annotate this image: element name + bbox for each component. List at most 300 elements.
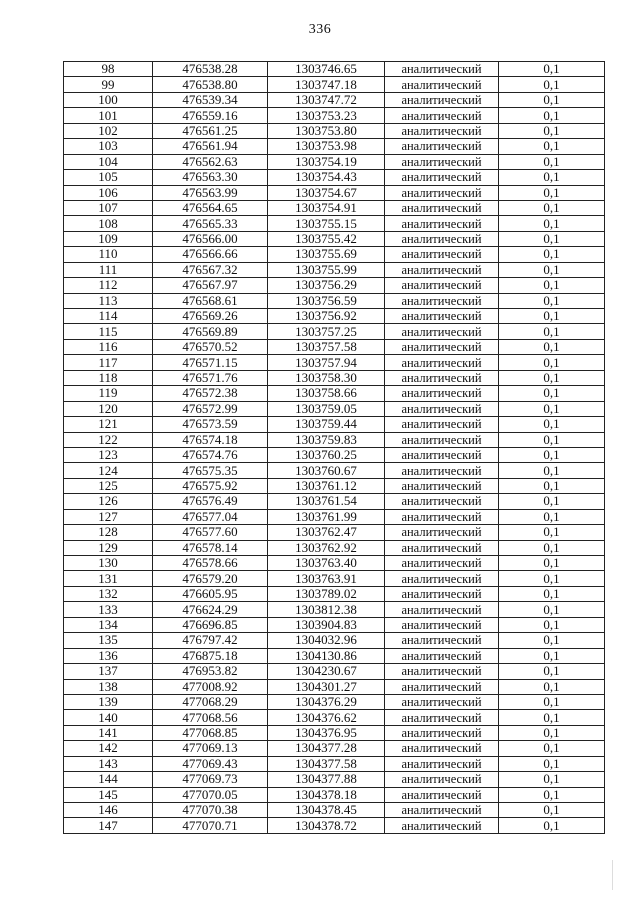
method-cell: аналитический bbox=[385, 648, 499, 663]
precision-cell: 0,1 bbox=[499, 262, 605, 277]
point-number-cell: 128 bbox=[64, 525, 153, 540]
method-cell: аналитический bbox=[385, 324, 499, 339]
point-number-cell: 147 bbox=[64, 818, 153, 833]
precision-cell: 0,1 bbox=[499, 509, 605, 524]
y-coordinate-cell: 1303758.30 bbox=[268, 370, 385, 385]
table-row bbox=[64, 447, 605, 462]
x-coordinate-cell: 477069.73 bbox=[153, 772, 268, 787]
method-cell: аналитический bbox=[385, 633, 499, 648]
x-coordinate-cell: 476569.89 bbox=[153, 324, 268, 339]
table-row bbox=[64, 417, 605, 432]
table-row bbox=[64, 818, 605, 833]
table-row bbox=[64, 62, 605, 77]
point-number-cell: 104 bbox=[64, 154, 153, 169]
table-row bbox=[64, 200, 605, 215]
precision-cell: 0,1 bbox=[499, 231, 605, 246]
precision-cell: 0,1 bbox=[499, 108, 605, 123]
table-row bbox=[64, 92, 605, 107]
table-row bbox=[64, 170, 605, 185]
x-coordinate-cell: 476574.76 bbox=[153, 447, 268, 462]
table-row bbox=[64, 324, 605, 339]
x-coordinate-cell: 476578.66 bbox=[153, 556, 268, 571]
x-coordinate-cell: 476624.29 bbox=[153, 602, 268, 617]
table-row bbox=[64, 185, 605, 200]
y-coordinate-cell: 1304377.28 bbox=[268, 741, 385, 756]
table-row bbox=[64, 478, 605, 493]
method-cell: аналитический bbox=[385, 818, 499, 833]
table-row bbox=[64, 123, 605, 138]
point-number-cell: 99 bbox=[64, 77, 153, 92]
precision-cell: 0,1 bbox=[499, 617, 605, 632]
y-coordinate-cell: 1303904.83 bbox=[268, 617, 385, 632]
table-row bbox=[64, 432, 605, 447]
point-number-cell: 102 bbox=[64, 123, 153, 138]
y-coordinate-cell: 1304376.29 bbox=[268, 694, 385, 709]
table-row bbox=[64, 787, 605, 802]
precision-cell: 0,1 bbox=[499, 679, 605, 694]
table-row bbox=[64, 741, 605, 756]
method-cell: аналитический bbox=[385, 293, 499, 308]
precision-cell: 0,1 bbox=[499, 309, 605, 324]
method-cell: аналитический bbox=[385, 247, 499, 262]
point-number-cell: 126 bbox=[64, 494, 153, 509]
point-number-cell: 117 bbox=[64, 355, 153, 370]
y-coordinate-cell: 1304230.67 bbox=[268, 664, 385, 679]
precision-cell: 0,1 bbox=[499, 62, 605, 77]
table-row bbox=[64, 293, 605, 308]
method-cell: аналитический bbox=[385, 262, 499, 277]
point-number-cell: 110 bbox=[64, 247, 153, 262]
precision-cell: 0,1 bbox=[499, 586, 605, 601]
table-row bbox=[64, 278, 605, 293]
method-cell: аналитический bbox=[385, 556, 499, 571]
table-row bbox=[64, 725, 605, 740]
page-number: 336 bbox=[308, 22, 332, 37]
point-number-cell: 138 bbox=[64, 679, 153, 694]
method-cell: аналитический bbox=[385, 355, 499, 370]
scan-edge-mark bbox=[612, 860, 613, 890]
x-coordinate-cell: 477069.43 bbox=[153, 756, 268, 771]
x-coordinate-cell: 476574.18 bbox=[153, 432, 268, 447]
x-coordinate-cell: 476566.00 bbox=[153, 231, 268, 246]
precision-cell: 0,1 bbox=[499, 756, 605, 771]
point-number-cell: 143 bbox=[64, 756, 153, 771]
method-cell: аналитический bbox=[385, 617, 499, 632]
precision-cell: 0,1 bbox=[499, 463, 605, 478]
method-cell: аналитический bbox=[385, 309, 499, 324]
point-number-cell: 125 bbox=[64, 478, 153, 493]
x-coordinate-cell: 476577.04 bbox=[153, 509, 268, 524]
y-coordinate-cell: 1303747.72 bbox=[268, 92, 385, 107]
point-number-cell: 134 bbox=[64, 617, 153, 632]
coordinates-table-body bbox=[64, 62, 605, 834]
method-cell: аналитический bbox=[385, 185, 499, 200]
y-coordinate-cell: 1303757.25 bbox=[268, 324, 385, 339]
x-coordinate-cell: 477068.56 bbox=[153, 710, 268, 725]
point-number-cell: 136 bbox=[64, 648, 153, 663]
x-coordinate-cell: 476573.59 bbox=[153, 417, 268, 432]
point-number-cell: 127 bbox=[64, 509, 153, 524]
precision-cell: 0,1 bbox=[499, 432, 605, 447]
x-coordinate-cell: 476572.38 bbox=[153, 386, 268, 401]
y-coordinate-cell: 1303759.44 bbox=[268, 417, 385, 432]
table-row bbox=[64, 509, 605, 524]
y-coordinate-cell: 1303756.59 bbox=[268, 293, 385, 308]
y-coordinate-cell: 1303762.47 bbox=[268, 525, 385, 540]
x-coordinate-cell: 476577.60 bbox=[153, 525, 268, 540]
method-cell: аналитический bbox=[385, 278, 499, 293]
y-coordinate-cell: 1303812.38 bbox=[268, 602, 385, 617]
point-number-cell: 118 bbox=[64, 370, 153, 385]
point-number-cell: 121 bbox=[64, 417, 153, 432]
point-number-cell: 112 bbox=[64, 278, 153, 293]
point-number-cell: 142 bbox=[64, 741, 153, 756]
point-number-cell: 103 bbox=[64, 139, 153, 154]
precision-cell: 0,1 bbox=[499, 694, 605, 709]
x-coordinate-cell: 476561.25 bbox=[153, 123, 268, 138]
point-number-cell: 135 bbox=[64, 633, 153, 648]
x-coordinate-cell: 476578.14 bbox=[153, 540, 268, 555]
y-coordinate-cell: 1304376.95 bbox=[268, 725, 385, 740]
x-coordinate-cell: 477070.05 bbox=[153, 787, 268, 802]
x-coordinate-cell: 477008.92 bbox=[153, 679, 268, 694]
precision-cell: 0,1 bbox=[499, 478, 605, 493]
precision-cell: 0,1 bbox=[499, 339, 605, 354]
precision-cell: 0,1 bbox=[499, 401, 605, 416]
table-row bbox=[64, 154, 605, 169]
method-cell: аналитический bbox=[385, 602, 499, 617]
method-cell: аналитический bbox=[385, 787, 499, 802]
method-cell: аналитический bbox=[385, 741, 499, 756]
point-number-cell: 120 bbox=[64, 401, 153, 416]
table-row bbox=[64, 401, 605, 416]
x-coordinate-cell: 476539.34 bbox=[153, 92, 268, 107]
table-row bbox=[64, 586, 605, 601]
precision-cell: 0,1 bbox=[499, 247, 605, 262]
x-coordinate-cell: 476561.94 bbox=[153, 139, 268, 154]
point-number-cell: 122 bbox=[64, 432, 153, 447]
method-cell: аналитический bbox=[385, 339, 499, 354]
table-row bbox=[64, 386, 605, 401]
x-coordinate-cell: 476563.30 bbox=[153, 170, 268, 185]
y-coordinate-cell: 1303757.94 bbox=[268, 355, 385, 370]
x-coordinate-cell: 476565.33 bbox=[153, 216, 268, 231]
y-coordinate-cell: 1303757.58 bbox=[268, 339, 385, 354]
precision-cell: 0,1 bbox=[499, 417, 605, 432]
y-coordinate-cell: 1303755.99 bbox=[268, 262, 385, 277]
method-cell: аналитический bbox=[385, 77, 499, 92]
coordinates-table bbox=[63, 61, 605, 834]
method-cell: аналитический bbox=[385, 401, 499, 416]
table-row bbox=[64, 803, 605, 818]
table-row bbox=[64, 540, 605, 555]
y-coordinate-cell: 1303760.25 bbox=[268, 447, 385, 462]
precision-cell: 0,1 bbox=[499, 787, 605, 802]
y-coordinate-cell: 1303746.65 bbox=[268, 62, 385, 77]
point-number-cell: 115 bbox=[64, 324, 153, 339]
method-cell: аналитический bbox=[385, 509, 499, 524]
table-row bbox=[64, 355, 605, 370]
precision-cell: 0,1 bbox=[499, 803, 605, 818]
x-coordinate-cell: 476572.99 bbox=[153, 401, 268, 416]
y-coordinate-cell: 1303754.67 bbox=[268, 185, 385, 200]
precision-cell: 0,1 bbox=[499, 741, 605, 756]
point-number-cell: 132 bbox=[64, 586, 153, 601]
x-coordinate-cell: 476605.95 bbox=[153, 586, 268, 601]
table-row bbox=[64, 633, 605, 648]
point-number-cell: 113 bbox=[64, 293, 153, 308]
x-coordinate-cell: 476567.32 bbox=[153, 262, 268, 277]
y-coordinate-cell: 1303789.02 bbox=[268, 586, 385, 601]
point-number-cell: 100 bbox=[64, 92, 153, 107]
method-cell: аналитический bbox=[385, 803, 499, 818]
table-row bbox=[64, 602, 605, 617]
point-number-cell: 124 bbox=[64, 463, 153, 478]
x-coordinate-cell: 476566.66 bbox=[153, 247, 268, 262]
point-number-cell: 123 bbox=[64, 447, 153, 462]
precision-cell: 0,1 bbox=[499, 139, 605, 154]
method-cell: аналитический bbox=[385, 432, 499, 447]
table-row bbox=[64, 77, 605, 92]
y-coordinate-cell: 1303747.18 bbox=[268, 77, 385, 92]
x-coordinate-cell: 476562.63 bbox=[153, 154, 268, 169]
y-coordinate-cell: 1304376.62 bbox=[268, 710, 385, 725]
table-row bbox=[64, 262, 605, 277]
method-cell: аналитический bbox=[385, 571, 499, 586]
x-coordinate-cell: 477068.85 bbox=[153, 725, 268, 740]
x-coordinate-cell: 476559.16 bbox=[153, 108, 268, 123]
y-coordinate-cell: 1303756.92 bbox=[268, 309, 385, 324]
point-number-cell: 101 bbox=[64, 108, 153, 123]
precision-cell: 0,1 bbox=[499, 170, 605, 185]
x-coordinate-cell: 476570.52 bbox=[153, 339, 268, 354]
table-row bbox=[64, 309, 605, 324]
y-coordinate-cell: 1303754.19 bbox=[268, 154, 385, 169]
table-row bbox=[64, 139, 605, 154]
point-number-cell: 105 bbox=[64, 170, 153, 185]
y-coordinate-cell: 1303753.80 bbox=[268, 123, 385, 138]
x-coordinate-cell: 476538.80 bbox=[153, 77, 268, 92]
method-cell: аналитический bbox=[385, 494, 499, 509]
method-cell: аналитический bbox=[385, 417, 499, 432]
table-row bbox=[64, 571, 605, 586]
x-coordinate-cell: 476568.61 bbox=[153, 293, 268, 308]
precision-cell: 0,1 bbox=[499, 725, 605, 740]
point-number-cell: 146 bbox=[64, 803, 153, 818]
method-cell: аналитический bbox=[385, 664, 499, 679]
y-coordinate-cell: 1303759.83 bbox=[268, 432, 385, 447]
precision-cell: 0,1 bbox=[499, 324, 605, 339]
y-coordinate-cell: 1303763.40 bbox=[268, 556, 385, 571]
table-row bbox=[64, 463, 605, 478]
x-coordinate-cell: 476567.97 bbox=[153, 278, 268, 293]
point-number-cell: 108 bbox=[64, 216, 153, 231]
table-row bbox=[64, 679, 605, 694]
precision-cell: 0,1 bbox=[499, 818, 605, 833]
method-cell: аналитический bbox=[385, 108, 499, 123]
y-coordinate-cell: 1303755.15 bbox=[268, 216, 385, 231]
precision-cell: 0,1 bbox=[499, 77, 605, 92]
x-coordinate-cell: 477068.29 bbox=[153, 694, 268, 709]
method-cell: аналитический bbox=[385, 170, 499, 185]
table-row bbox=[64, 494, 605, 509]
y-coordinate-cell: 1303755.42 bbox=[268, 231, 385, 246]
x-coordinate-cell: 476576.49 bbox=[153, 494, 268, 509]
y-coordinate-cell: 1303755.69 bbox=[268, 247, 385, 262]
precision-cell: 0,1 bbox=[499, 92, 605, 107]
method-cell: аналитический bbox=[385, 92, 499, 107]
table-row bbox=[64, 247, 605, 262]
point-number-cell: 130 bbox=[64, 556, 153, 571]
x-coordinate-cell: 476571.76 bbox=[153, 370, 268, 385]
x-coordinate-cell: 476571.15 bbox=[153, 355, 268, 370]
x-coordinate-cell: 476953.82 bbox=[153, 664, 268, 679]
precision-cell: 0,1 bbox=[499, 648, 605, 663]
method-cell: аналитический bbox=[385, 216, 499, 231]
y-coordinate-cell: 1304377.58 bbox=[268, 756, 385, 771]
x-coordinate-cell: 476569.26 bbox=[153, 309, 268, 324]
method-cell: аналитический bbox=[385, 586, 499, 601]
x-coordinate-cell: 476696.85 bbox=[153, 617, 268, 632]
precision-cell: 0,1 bbox=[499, 494, 605, 509]
table-row bbox=[64, 339, 605, 354]
x-coordinate-cell: 476564.65 bbox=[153, 200, 268, 215]
method-cell: аналитический bbox=[385, 478, 499, 493]
method-cell: аналитический bbox=[385, 463, 499, 478]
x-coordinate-cell: 476875.18 bbox=[153, 648, 268, 663]
point-number-cell: 111 bbox=[64, 262, 153, 277]
table-row bbox=[64, 525, 605, 540]
point-number-cell: 144 bbox=[64, 772, 153, 787]
precision-cell: 0,1 bbox=[499, 540, 605, 555]
precision-cell: 0,1 bbox=[499, 216, 605, 231]
y-coordinate-cell: 1303753.23 bbox=[268, 108, 385, 123]
point-number-cell: 140 bbox=[64, 710, 153, 725]
table-row bbox=[64, 216, 605, 231]
point-number-cell: 141 bbox=[64, 725, 153, 740]
point-number-cell: 107 bbox=[64, 200, 153, 215]
method-cell: аналитический bbox=[385, 231, 499, 246]
method-cell: аналитический bbox=[385, 725, 499, 740]
precision-cell: 0,1 bbox=[499, 525, 605, 540]
x-coordinate-cell: 477069.13 bbox=[153, 741, 268, 756]
y-coordinate-cell: 1304378.45 bbox=[268, 803, 385, 818]
precision-cell: 0,1 bbox=[499, 355, 605, 370]
y-coordinate-cell: 1304301.27 bbox=[268, 679, 385, 694]
method-cell: аналитический bbox=[385, 62, 499, 77]
x-coordinate-cell: 476538.28 bbox=[153, 62, 268, 77]
x-coordinate-cell: 476563.99 bbox=[153, 185, 268, 200]
method-cell: аналитический bbox=[385, 679, 499, 694]
y-coordinate-cell: 1304032.96 bbox=[268, 633, 385, 648]
point-number-cell: 139 bbox=[64, 694, 153, 709]
method-cell: аналитический bbox=[385, 123, 499, 138]
x-coordinate-cell: 476575.35 bbox=[153, 463, 268, 478]
point-number-cell: 133 bbox=[64, 602, 153, 617]
method-cell: аналитический bbox=[385, 772, 499, 787]
x-coordinate-cell: 476579.20 bbox=[153, 571, 268, 586]
table-row bbox=[64, 664, 605, 679]
y-coordinate-cell: 1303753.98 bbox=[268, 139, 385, 154]
x-coordinate-cell: 476797.42 bbox=[153, 633, 268, 648]
precision-cell: 0,1 bbox=[499, 571, 605, 586]
precision-cell: 0,1 bbox=[499, 123, 605, 138]
y-coordinate-cell: 1303761.54 bbox=[268, 494, 385, 509]
precision-cell: 0,1 bbox=[499, 154, 605, 169]
precision-cell: 0,1 bbox=[499, 556, 605, 571]
table-row bbox=[64, 556, 605, 571]
y-coordinate-cell: 1303754.43 bbox=[268, 170, 385, 185]
method-cell: аналитический bbox=[385, 525, 499, 540]
precision-cell: 0,1 bbox=[499, 602, 605, 617]
point-number-cell: 137 bbox=[64, 664, 153, 679]
point-number-cell: 109 bbox=[64, 231, 153, 246]
table-row bbox=[64, 648, 605, 663]
table-row bbox=[64, 231, 605, 246]
point-number-cell: 131 bbox=[64, 571, 153, 586]
y-coordinate-cell: 1303760.67 bbox=[268, 463, 385, 478]
table-row bbox=[64, 370, 605, 385]
point-number-cell: 98 bbox=[64, 62, 153, 77]
precision-cell: 0,1 bbox=[499, 633, 605, 648]
method-cell: аналитический bbox=[385, 370, 499, 385]
precision-cell: 0,1 bbox=[499, 447, 605, 462]
point-number-cell: 129 bbox=[64, 540, 153, 555]
method-cell: аналитический bbox=[385, 756, 499, 771]
y-coordinate-cell: 1303754.91 bbox=[268, 200, 385, 215]
x-coordinate-cell: 476575.92 bbox=[153, 478, 268, 493]
precision-cell: 0,1 bbox=[499, 664, 605, 679]
y-coordinate-cell: 1304377.88 bbox=[268, 772, 385, 787]
method-cell: аналитический bbox=[385, 694, 499, 709]
method-cell: аналитический bbox=[385, 200, 499, 215]
table-row bbox=[64, 772, 605, 787]
point-number-cell: 114 bbox=[64, 309, 153, 324]
point-number-cell: 145 bbox=[64, 787, 153, 802]
method-cell: аналитический bbox=[385, 540, 499, 555]
precision-cell: 0,1 bbox=[499, 386, 605, 401]
x-coordinate-cell: 477070.38 bbox=[153, 803, 268, 818]
y-coordinate-cell: 1303759.05 bbox=[268, 401, 385, 416]
y-coordinate-cell: 1304378.18 bbox=[268, 787, 385, 802]
point-number-cell: 106 bbox=[64, 185, 153, 200]
method-cell: аналитический bbox=[385, 447, 499, 462]
method-cell: аналитический bbox=[385, 154, 499, 169]
precision-cell: 0,1 bbox=[499, 370, 605, 385]
method-cell: аналитический bbox=[385, 386, 499, 401]
table-row bbox=[64, 694, 605, 709]
y-coordinate-cell: 1303761.99 bbox=[268, 509, 385, 524]
table-row bbox=[64, 617, 605, 632]
point-number-cell: 116 bbox=[64, 339, 153, 354]
method-cell: аналитический bbox=[385, 710, 499, 725]
point-number-cell: 119 bbox=[64, 386, 153, 401]
y-coordinate-cell: 1303758.66 bbox=[268, 386, 385, 401]
precision-cell: 0,1 bbox=[499, 772, 605, 787]
y-coordinate-cell: 1304130.86 bbox=[268, 648, 385, 663]
precision-cell: 0,1 bbox=[499, 185, 605, 200]
method-cell: аналитический bbox=[385, 139, 499, 154]
y-coordinate-cell: 1303762.92 bbox=[268, 540, 385, 555]
y-coordinate-cell: 1304378.72 bbox=[268, 818, 385, 833]
precision-cell: 0,1 bbox=[499, 710, 605, 725]
precision-cell: 0,1 bbox=[499, 293, 605, 308]
x-coordinate-cell: 477070.71 bbox=[153, 818, 268, 833]
precision-cell: 0,1 bbox=[499, 278, 605, 293]
table-row bbox=[64, 756, 605, 771]
y-coordinate-cell: 1303756.29 bbox=[268, 278, 385, 293]
table-row bbox=[64, 710, 605, 725]
